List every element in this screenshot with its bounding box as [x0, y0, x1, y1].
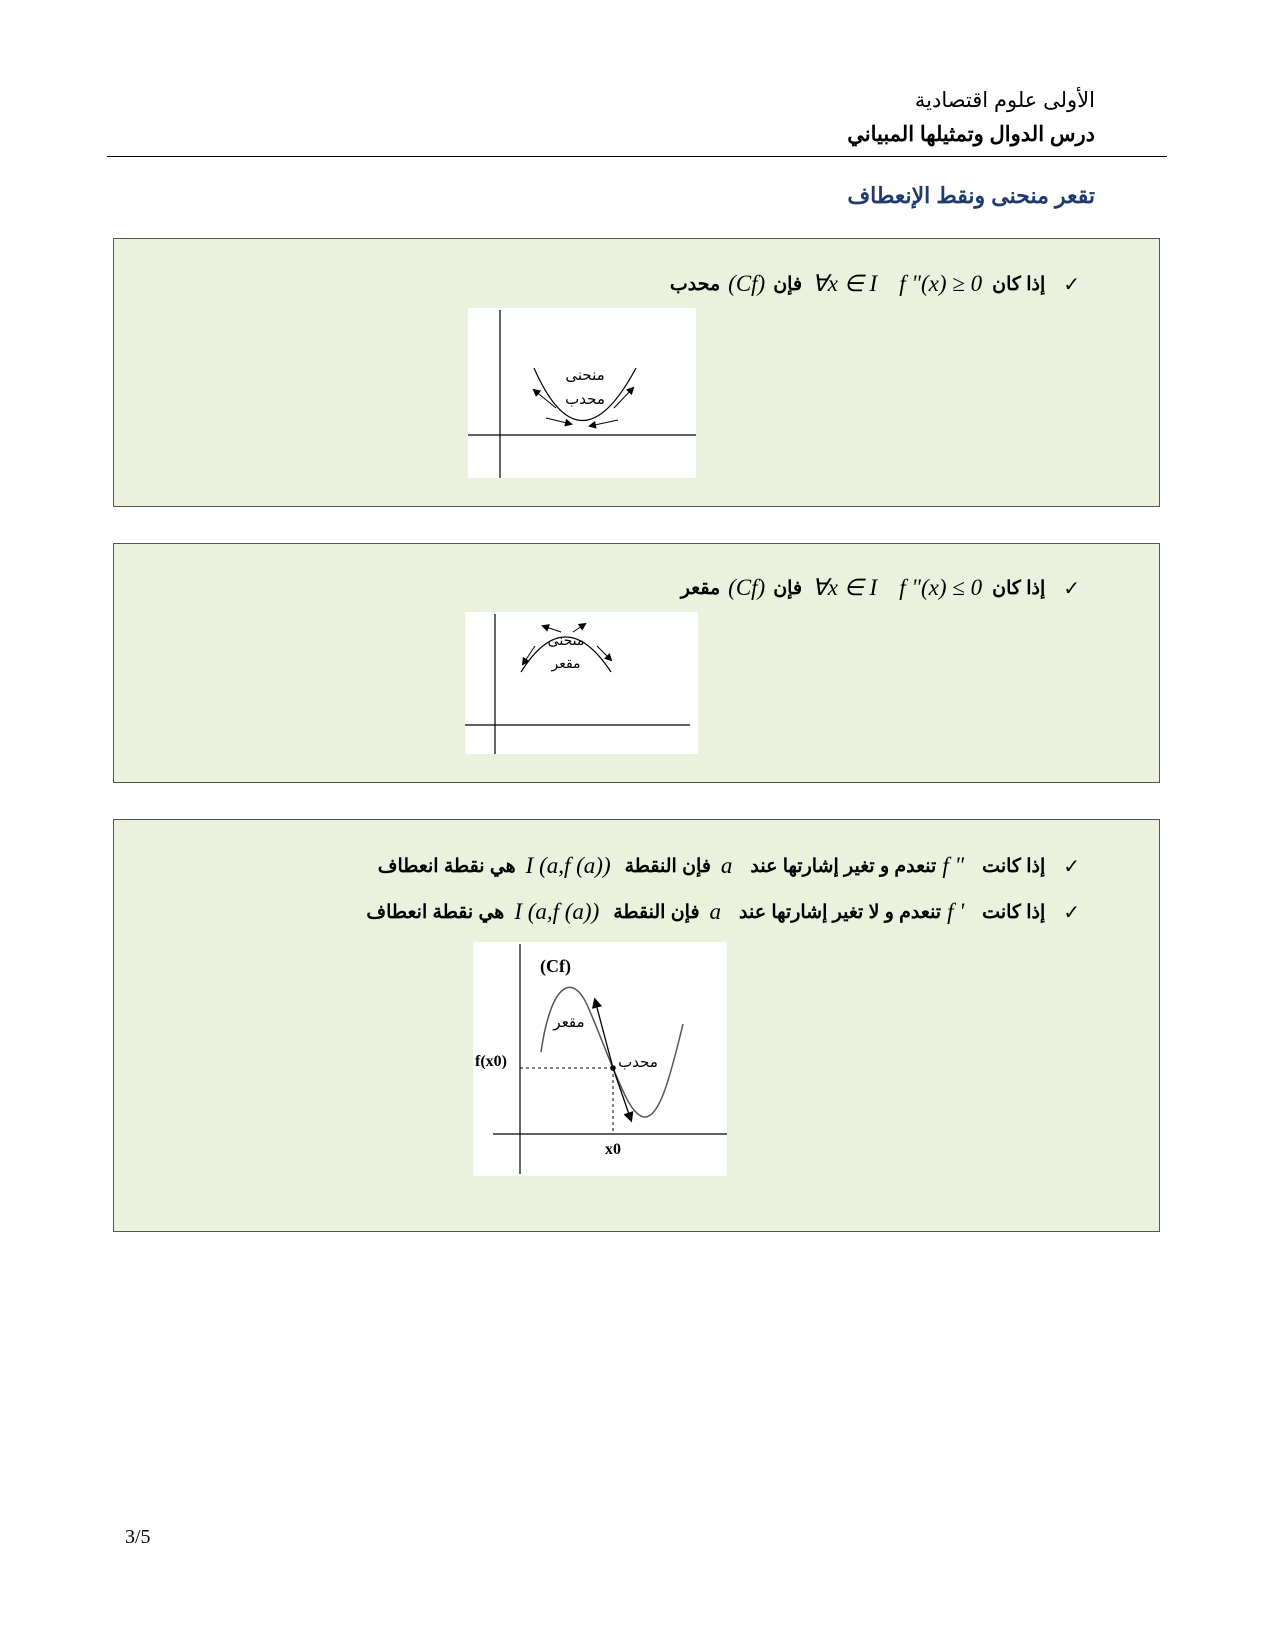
convex-rule: [670, 271, 1080, 297]
rule-then: فإن: [773, 577, 803, 599]
rule-curve: (Cf): [728, 575, 766, 600]
figure-label-convex: محدب: [618, 1053, 658, 1071]
rule-then: فإن النقطة: [613, 901, 700, 923]
check-icon: ✓: [1063, 273, 1080, 296]
inflection-rule-second-derivative: [378, 853, 1080, 879]
rule-forall: ∀x ∈ I: [812, 575, 878, 600]
rule-result: هي نقطة انعطاف: [366, 901, 505, 923]
rule-condition: تنعدم و لا تغير إشارتها عند: [739, 901, 942, 923]
rule-result: مقعر: [680, 577, 721, 599]
concave-rule: [681, 575, 1080, 601]
rule-if: إذا كانت: [982, 855, 1046, 877]
rule-result: محدب: [669, 273, 721, 295]
rule-if: إذا كانت: [982, 901, 1046, 923]
figure-label-convex: محدب: [565, 390, 605, 408]
curve-label: (Cf): [540, 956, 571, 976]
rule-function: f ": [942, 853, 965, 878]
y-axis-label: f(x0): [475, 1053, 507, 1070]
rule-condition: تنعدم و تغير إشارتها عند: [750, 855, 937, 877]
concave-curve-figure: [465, 612, 698, 754]
rule-forall: ∀x ∈ I: [812, 271, 878, 296]
rule-curve: (Cf): [728, 271, 766, 296]
rule-result: هي نقطة انعطاف: [377, 855, 516, 877]
inflection-rule-first-derivative: [366, 899, 1080, 925]
rule-then: فإن: [773, 273, 803, 295]
check-icon: ✓: [1063, 901, 1080, 924]
page-number: 3/5: [125, 1526, 151, 1548]
rule-if: إذا كان: [992, 273, 1046, 295]
header-level: الأولى علوم اقتصادية: [914, 89, 1095, 112]
figure-label-curve: منحنى: [565, 366, 605, 384]
header-divider: [107, 156, 1167, 157]
figure-label-curve: منحنى: [547, 633, 585, 649]
check-icon: ✓: [1063, 855, 1080, 878]
rule-if: إذا كان: [992, 577, 1046, 599]
convex-curve-figure: [468, 308, 696, 478]
rule-point-a: a: [720, 853, 733, 878]
figure-label-concave: مقعر: [551, 656, 581, 672]
rule-function: f ': [947, 899, 965, 924]
header-lesson-title: درس الدوال وتمثيلها المبياني: [847, 123, 1095, 146]
inflection-point-figure: [473, 942, 727, 1176]
rule-point-a: a: [709, 899, 722, 924]
figure-label-concave: مقعر: [553, 1013, 585, 1031]
rule-condition: f "(x) ≥ 0: [899, 271, 983, 296]
check-icon: ✓: [1063, 577, 1080, 600]
rule-condition: f "(x) ≤ 0: [899, 575, 983, 600]
x-axis-label: x0: [605, 1141, 621, 1158]
rule-point: I (a,f (a)): [525, 853, 611, 878]
rule-then: فإن النقطة: [624, 855, 711, 877]
rule-point: I (a,f (a)): [514, 899, 600, 924]
section-title: تقعر منحنى ونقط الإنعطاف: [847, 183, 1095, 208]
